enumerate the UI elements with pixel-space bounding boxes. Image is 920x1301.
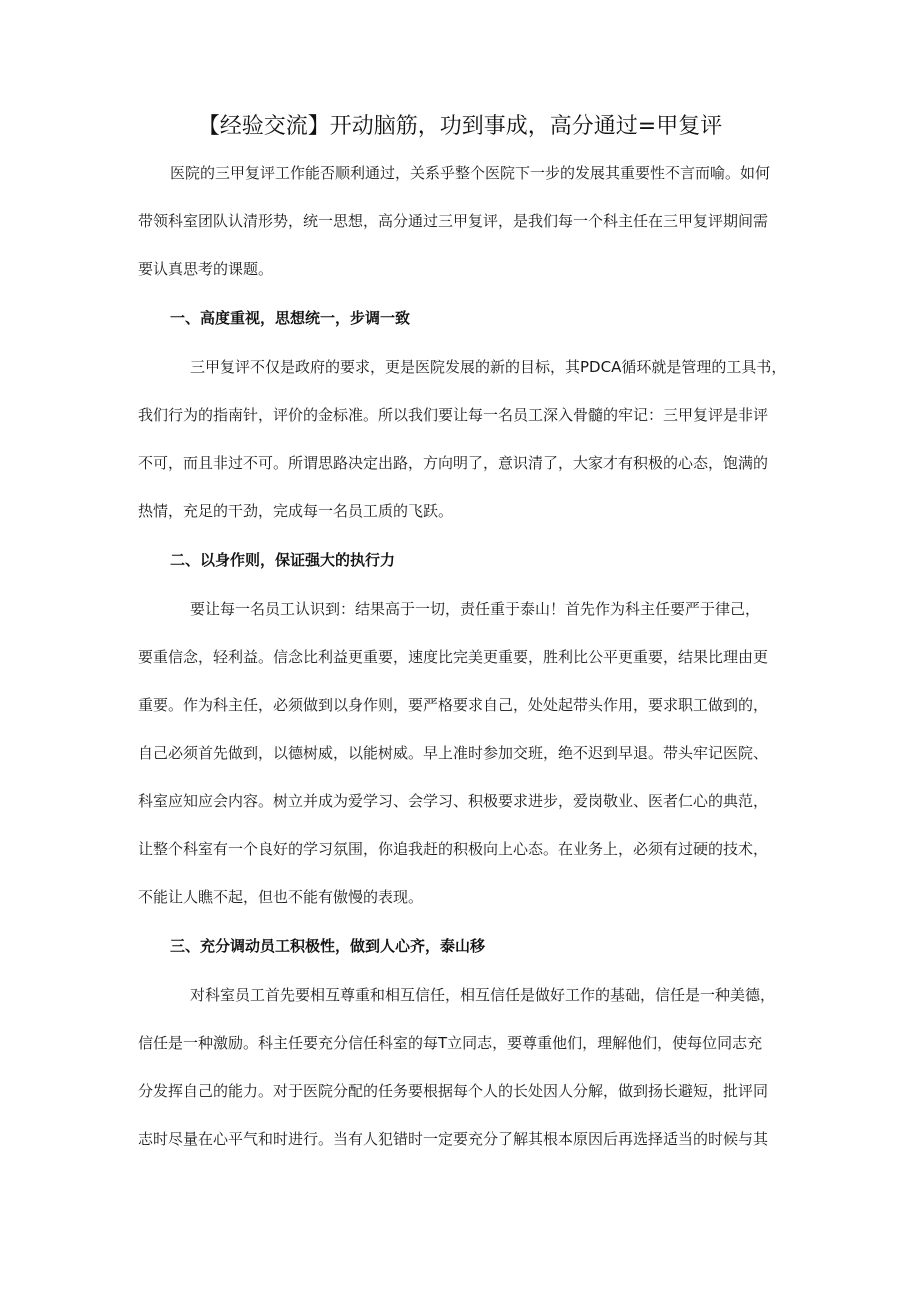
section-3-heading: 三、充分调动员工积极性，做到人心齐，泰山移 <box>170 937 486 955</box>
section-2-line-6: 让整个科室有一个良好的学习氛围，你追我赶的积极向上心态。在业务上，必须有过硬的技术， <box>138 840 769 858</box>
section-3-line-2: 信任是一种激励。科主任要充分信任科室的每T立同志，要尊重他们，理解他们，使每位同志充 <box>138 1034 763 1052</box>
section-3-line-4: 志时尽量在心平气和时进行。当有人犯错时一定要充分了解其根本原因后再选择适当的时候与其 <box>138 1130 769 1148</box>
section-1-heading: 一、高度重视，思想统一，步调一致 <box>170 309 411 327</box>
section-1-line-2: 我们行为的指南针，评价的金标准。所以我们要让每一名员工深入骨髓的牢记：三甲复评是非评 <box>138 406 769 424</box>
section-2-line-3: 重要。作为科主任，必须做到以身作则，要严格要求自己，处处起带头作用，要求职工做到的， <box>138 696 769 714</box>
section-2-line-1: 要让每一名员工认识到：结果高于一切，责任重于泰山！首先作为科主任要严于律己， <box>190 600 761 618</box>
section-2-line-2: 要重信念，轻利益。信念比利益更重要，速度比完美更重要，胜利比公平更重要，结果比理由更 <box>138 648 769 666</box>
section-2-line-4: 自己必须首先做到，以德树威，以能树威。早上准时参加交班，绝不迟到早退。带头牢记医院、 <box>138 744 769 762</box>
intro-line-1: 医院的三甲复评工作能否顺利通过，关系乎整个医院下一步的发展其重要性不言而喻。如何 <box>170 164 771 182</box>
intro-line-3: 要认真思考的课题。 <box>138 260 274 278</box>
section-3-line-1: 对科室员工首先要相互尊重和相互信任，相互信任是做好工作的基础，信任是一种美德， <box>190 986 776 1004</box>
section-2-heading: 二、以身作则，保证强大的执行力 <box>170 551 396 569</box>
section-2-line-7: 不能让人瞧不起，但也不能有傲慢的表现。 <box>138 888 424 906</box>
section-1-line-4: 热情，充足的干劲，完成每一名员工质的飞跃。 <box>138 502 454 520</box>
page-title: 【经验交流】开动脑筋，功到事成，高分通过=甲复评 <box>197 114 723 139</box>
intro-line-2: 带领科室团队认清形势，统一思想，高分通过三甲复评，是我们每一个科主任在三甲复评期间需 <box>138 212 769 230</box>
section-3-line-3: 分发挥自己的能力。对于医院分配的任务要根据每个人的长处因人分解，做到扬长避短，批评同 <box>138 1082 769 1100</box>
section-1-line-3: 不可，而且非过不可。所谓思路决定出路，方向明了，意识清了，大家才有积极的心态，饱满的 <box>138 454 769 472</box>
section-1-line-1: 三甲复评不仅是政府的要求，更是医院发展的新的目标，其PDCA循环就是管理的工具书， <box>190 358 787 376</box>
section-2-line-5: 科室应知应会内容。树立并成为爱学习、会学习、积极要求进步，爱岗敬业、医者仁心的典范， <box>138 792 769 810</box>
